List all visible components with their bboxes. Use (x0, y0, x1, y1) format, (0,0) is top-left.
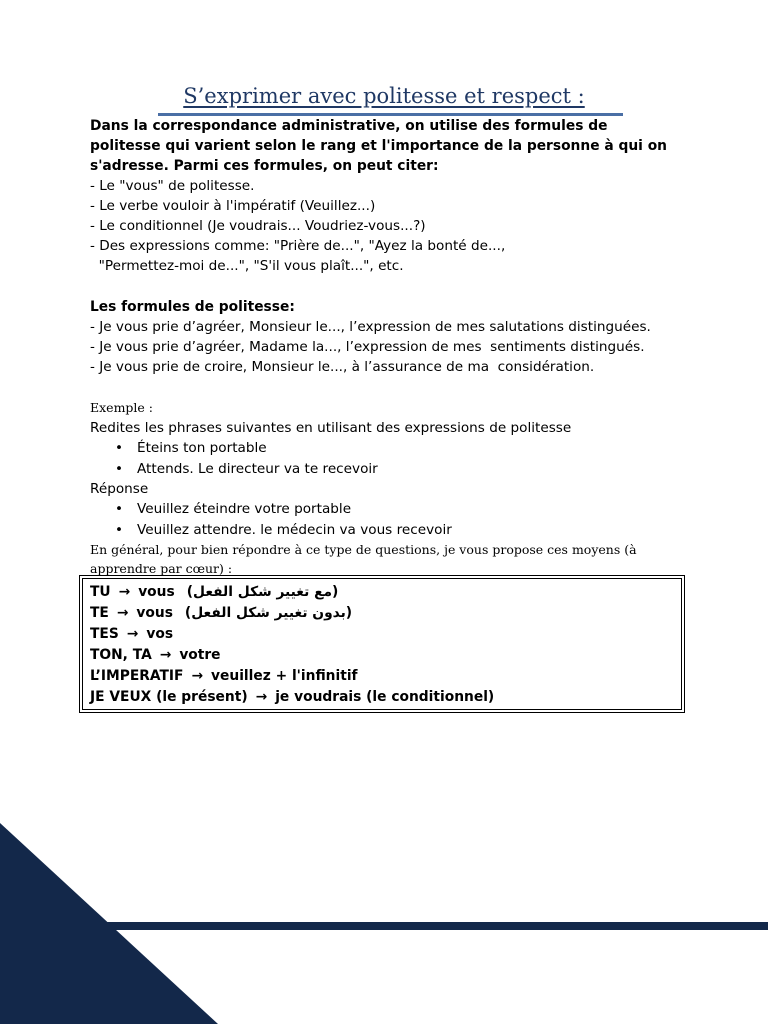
list-item: - Le conditionnel (Je voudrais... Voudriez-vous...?) (90, 218, 426, 234)
bullet-item: • Éteins ton portable (90, 438, 690, 459)
table-row: TON, TA → votre (90, 645, 494, 666)
page-title: S’exprimer avec politesse et respect : (183, 84, 585, 108)
reponse-label: Réponse (90, 481, 149, 497)
exemple-instruction: Redites les phrases suivantes en utilisant des expressions de politesse (90, 420, 572, 436)
bullet-item: • Attends. Le directeur va te recevoir (90, 459, 690, 480)
list-item: - Des expressions comme: "Prière de...", "Ayez la bonté de..., (90, 238, 506, 254)
formule-item: - Je vous prie de croire, Monsieur le..., à l’assurance de ma considération. (90, 359, 595, 375)
bullet-item: • Veuillez attendre. le médecin va vous recevoir (90, 520, 690, 541)
table-row: TES → vos (90, 624, 494, 645)
arrow-icon: → (159, 647, 172, 663)
bullet-item: • Veuillez éteindre votre portable (90, 499, 690, 520)
table-row: L’IMPERATIF → veuillez + l'infinitif (90, 666, 494, 687)
formule-item: - Je vous prie d’agréer, Madame la..., l’expression de mes sentiments distingués. (90, 339, 645, 355)
footer-bar-decoration (98, 922, 768, 930)
arrow-icon: → (255, 689, 268, 705)
list-item: "Permettez-moi de...", "S'il vous plaît...", etc. (90, 258, 404, 274)
section-heading: Les formules de politesse: (90, 299, 295, 315)
arrow-icon: → (116, 605, 129, 621)
exemple-label: Exemple : (90, 400, 154, 415)
formule-item: - Je vous prie d’agréer, Monsieur le..., l’expression de mes salutations distinguées. (90, 319, 651, 335)
table-row: TE → vous (بدون تغيير شكل الفعل) (90, 603, 494, 624)
intro-line: s'adresse. Parmi ces formules, on peut citer: (90, 158, 439, 174)
intro-line: Dans la correspondance administrative, on utilise des formules de (90, 118, 608, 134)
table-row: TU → vous (مع تغيير شكل الفعل) (90, 582, 494, 603)
list-item: - Le "vous" de politesse. (90, 178, 255, 194)
note-line: apprendre par cœur) : (90, 561, 233, 576)
table-row: JE VEUX (le présent) → je voudrais (le conditionnel) (90, 687, 494, 708)
arrow-icon: → (118, 584, 131, 600)
arrow-icon: → (191, 668, 204, 684)
conversion-table (82, 578, 682, 710)
intro-paragraph (90, 116, 690, 276)
arrow-icon: → (126, 626, 139, 642)
note-line: En général, pour bien répondre à ce type de questions, je vous propose ces moyens (à (90, 542, 637, 557)
list-item: - Le verbe vouloir à l'impératif (Veuillez...) (90, 198, 376, 214)
intro-line: politesse qui varient selon le rang et l'importance de la personne à qui on (90, 138, 668, 154)
exemple-section (90, 398, 690, 578)
formules-section (90, 297, 690, 377)
